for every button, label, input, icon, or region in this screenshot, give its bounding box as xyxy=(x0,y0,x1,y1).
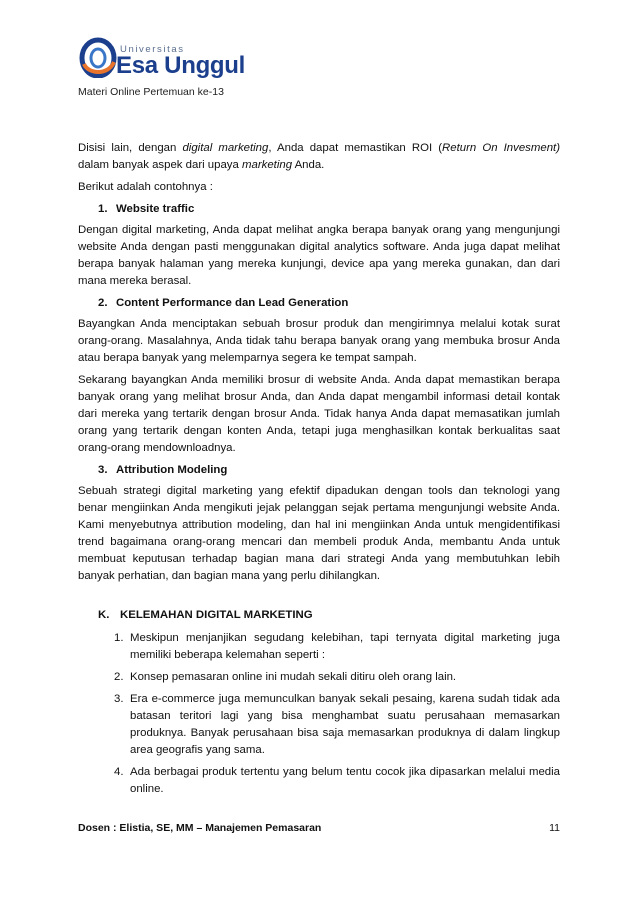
logo-name xyxy=(116,52,245,80)
weakness-list xyxy=(114,630,560,798)
logo-university-text: Universitas xyxy=(120,44,185,55)
item-paragraph: Dengan digital marketing, Anda dapat melihat angka berapa banyak orang yang mengunjungi website Anda dengan pasti menggunakan digital analytics software. Anda juga dapat melihat berapa banyak halaman yang mereka kunjungi, device apa yang mereka gunakan, dan dari mana mereka berasal. xyxy=(78,224,560,287)
intro-text-b: digital marketing xyxy=(182,142,269,154)
item-heading xyxy=(98,201,560,218)
list-text: Meskipun menjanjikan segudang kelebihan, tapi ternyata digital marketing juga memiliki beberapa kelemahan seperti : xyxy=(130,632,560,661)
list-number: 2. xyxy=(114,671,124,683)
section-heading xyxy=(98,607,560,624)
page-subtitle: Materi Online Pertemuan ke-13 xyxy=(78,86,224,98)
item-paragraph: Sebuah strategi digital marketing yang efektif dipadukan dengan tools dan teknologi yang benar mengiinkan Anda mengikuti jejak pelanggan sejak pertama mengunjungi website Anda. Kami menyebutnya attribution modeling, dan hal ini mengiinkan Anda untuk mengidentifikasi trend bagaimana orang-orang mencari dan membeli produk Anda, membantu Anda untuk membuat keputusan terhadap bagian mana dari strategi Anda yang membutuhkan lebih banyak perhatian, dan bagian mana yang perlu dihilangkan. xyxy=(78,485,560,582)
item-heading xyxy=(98,462,560,479)
list-text: Era e-commerce juga memunculkan banyak sekali pesaing, karena sudah tidak ada batasan teritori lagi yang bisa menghambat suatu perusahaan memasarkan produknya. Banyak perusahaan bisa saja memasarkan produknya di dalam lingkup area geografis yang sama. xyxy=(130,693,560,756)
item-heading xyxy=(98,295,560,312)
item-number: 3. xyxy=(98,464,108,476)
logo-name-part-1: Esa xyxy=(116,52,165,79)
intro-lead: Berikut adalah contohnya : xyxy=(78,181,213,193)
intro-text-f: marketing xyxy=(242,159,293,171)
list-number: 4. xyxy=(114,766,124,778)
item-paragraph: Sekarang bayangkan Anda memiliki brosur di website Anda. Anda dapat memastikan berapa banyak orang yang melihat brosur Anda, dan Anda dapat mengambil informasi detail kontak dari mereka yang tertarik dengan brosur Anda. Tidak hanya Anda dapat memasatikan jumlah orang yang tertarik dengan konten Anda, tetapi juga menghasilkan kontak berkualitas saat orang-orang mendownloadnya. xyxy=(78,374,560,454)
list-item xyxy=(114,691,560,759)
section-title: KELEMAHAN DIGITAL MARKETING xyxy=(120,609,313,621)
list-item xyxy=(114,764,560,798)
page-number: 11 xyxy=(549,822,560,834)
list-item xyxy=(114,630,560,664)
intro-text-g: Anda. xyxy=(292,159,325,171)
intro-paragraph xyxy=(78,140,560,174)
item-number: 2. xyxy=(98,297,108,309)
university-logo xyxy=(78,34,278,90)
item-title: Website traffic xyxy=(116,203,195,215)
intro-text-d: Return On Invesment) xyxy=(442,142,560,154)
list-text: Konsep pemasaran online ini mudah sekali ditiru oleh orang lain. xyxy=(130,671,457,683)
intro-text-c: , Anda dapat memastikan ROI ( xyxy=(268,142,443,154)
intro-text-e: dalam banyak aspek dari upaya xyxy=(78,159,243,171)
item-title: Content Performance dan Lead Generation xyxy=(116,297,349,309)
logo-name-part-2: Unggul xyxy=(164,52,246,79)
main-content xyxy=(78,140,560,803)
item-paragraph: Bayangkan Anda menciptakan sebuah brosur produk dan mengirimnya melalui kotak surat orang-orang. Masalahnya, Anda tidak tahu berapa banyak orang yang membuka brosur Anda atau berapa banyak yang melemparnya segera ke tempat sampah. xyxy=(78,318,560,364)
intro-text-a: Disisi lain, dengan xyxy=(78,142,183,154)
item-number: 1. xyxy=(98,203,108,215)
logo-swirl-icon xyxy=(78,34,118,78)
section-letter: K. xyxy=(98,609,110,621)
list-number: 3. xyxy=(114,693,124,705)
list-text: Ada berbagai produk tertentu yang belum tentu cocok jika dipasarkan melalui media online. xyxy=(130,766,560,795)
list-number: 1. xyxy=(114,632,124,644)
item-title: Attribution Modeling xyxy=(116,464,228,476)
list-item xyxy=(114,669,560,686)
footer-author: Dosen : Elistia, SE, MM – Manajemen Pemasaran xyxy=(78,822,322,834)
